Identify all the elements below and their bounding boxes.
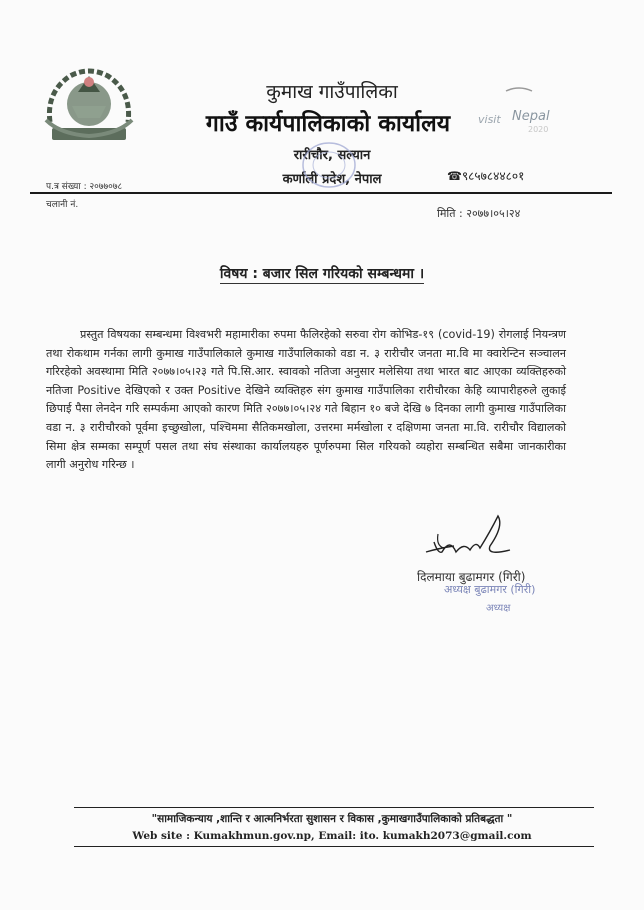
visit-text: visit <box>478 113 501 126</box>
letter-number: प.त्र संख्या : २०७७०७८ <box>46 182 123 192</box>
header-divider <box>30 192 612 194</box>
office-title: गाउँ कार्यपालिकाको कार्यालय <box>205 111 451 137</box>
subject-text: विषय : बजार सिल गरियको सम्बन्धमा । <box>219 266 425 282</box>
year-text: 2020 <box>528 125 549 134</box>
office-location: रारीचौर, सल्यान <box>293 148 371 163</box>
letter-date: मिति : २०७७।०५।२४ <box>437 207 521 220</box>
bird-icon <box>504 85 534 95</box>
signature-stamp <box>444 580 566 618</box>
phone-number: ☎९८५७८४४८०१ <box>447 169 525 183</box>
body-paragraph: प्रस्तुत विषयका सम्बन्धमा विश्वभरी महामारीका रुपमा फैलिरहेको सरुवा रोग कोभिड-१९ (covid-19) रोगलाई नियन्त्रण तथा रोकथाम गर्नका लागी कुमाख गाउँपालिकाले कुमाख गाउँपालिकाको वडा न. ३ रारीचौर जनता मा.वि मा क्वारेन्टिन सञ्चालन गरिरहेको अवस्थामा मिति २०७७।०५।२३ गते पि.सि.आर. स्वावको नतिजा अनुसार मलेसिया तथा भारत बाट आएका व्यक्तिहरुको नतिजा Positive देखिएको र उक्त Positive देखिने व्यक्तिहरु संग कुमाख गाउँपालिका रारीचौरका केहि व्यापारीहरुले लुकाई छिपाई पैसा लेनदेन गरि सम्पर्कमा आएको कारण मिति २०७७।०५।२४ गते बिहान १० बजे देखि ७ दिनका लागी कुमाख गाउँपालिका वडा न. ३ रारीचौरको पूर्वमा इच्छुखोला, पश्चिममा सैतिकमखोला, उत्तरमा मर्मखोला र दक्षिणमा जनता मा.वि. रारीचौर विद्यालको सिमा क्षेत्र सम्मका सम्पूर्ण पसल तथा संघ संस्थाका कार्यालयहरु पूर्णरुपमा सिल गरियको व्यहोरा सम्बन्धित सबैमा जानकारीका लागी अनुरोध गरिन्छ । <box>46 328 566 472</box>
office-province: कर्णाली प्रदेश, नेपाल <box>282 172 382 187</box>
footer-contact: Web site : Kumakhmun.gov.np, Email: ito. kumakh2073@gmail.com <box>132 830 532 842</box>
office-stamp-icon <box>300 140 358 190</box>
letter-body <box>46 326 566 475</box>
signer-name: दिलमाया बुढामगर (गिरी) <box>417 570 526 584</box>
dispatch-number: चलानी नं. <box>46 200 79 210</box>
footer-motto: "सामाजिकन्याय ,शान्ति र आत्मनिर्भरता सुशासन र विकास ,कुमाखगाउँपालिकाको प्रतिबद्धता " <box>151 813 513 825</box>
letter-subject <box>0 264 644 283</box>
handwritten-signature <box>420 512 516 564</box>
municipality-name: कुमाख गाउँपालिका <box>266 81 398 103</box>
visit-nepal-logo <box>474 85 594 141</box>
stamp-title-text: अध्यक्ष <box>486 603 511 614</box>
footer-divider-top <box>74 807 594 808</box>
footer-divider-bottom <box>74 846 594 847</box>
nepal-text: Nepal <box>512 109 550 124</box>
stamp-name-text: अध्यक्ष बुढामगर (गिरी) <box>444 583 536 596</box>
